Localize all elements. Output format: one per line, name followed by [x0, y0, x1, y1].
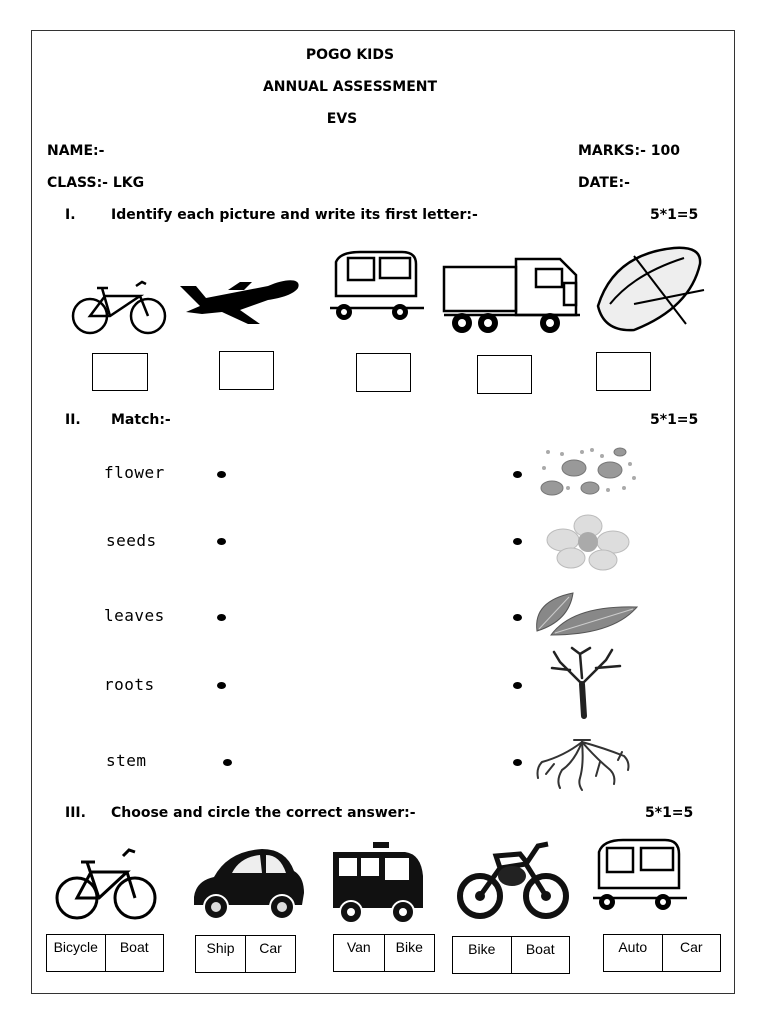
section-3-marks: 5*1=5: [645, 805, 694, 821]
choice-box-3: [333, 934, 435, 972]
section-3-number: III.: [65, 805, 86, 821]
answer-box-1[interactable]: [92, 353, 148, 391]
answer-box-4[interactable]: [477, 355, 532, 394]
seeds-icon: [538, 444, 640, 498]
truck-icon: [440, 253, 584, 335]
school-name: POGO KIDS: [305, 47, 395, 63]
motorbike-icon: [456, 836, 570, 924]
bicycle-icon: [55, 846, 157, 922]
subject-title: EVS: [326, 111, 358, 127]
section-1-number: I.: [65, 207, 76, 223]
van-icon: [331, 842, 427, 926]
match-word-flower: flower: [104, 463, 165, 482]
flower-icon: [545, 514, 631, 570]
section-2-marks: 5*1=5: [650, 412, 699, 428]
answer-box-3[interactable]: [356, 353, 411, 392]
option-bike[interactable]: Bike: [468, 941, 496, 957]
match-dot-right[interactable]: [513, 682, 522, 689]
section-2-instruction: Match:-: [111, 412, 171, 428]
section-3-instruction: Choose and circle the correct answer:-: [111, 805, 416, 821]
option-boat[interactable]: Boat: [511, 937, 570, 973]
option-van[interactable]: Van: [346, 939, 371, 955]
match-word-stem: stem: [106, 751, 147, 770]
marks-label: MARKS:- 100: [578, 143, 680, 159]
match-word-seeds: seeds: [106, 531, 157, 550]
match-dot-left[interactable]: [217, 614, 226, 621]
car-icon: [190, 847, 306, 923]
boat-icon: [594, 244, 706, 334]
choice-box-4: [452, 936, 570, 974]
match-dot-right[interactable]: [513, 614, 522, 621]
match-dot-right[interactable]: [513, 759, 522, 766]
match-dot-right[interactable]: [513, 471, 522, 478]
section-1-marks: 5*1=5: [650, 207, 699, 223]
match-dot-left[interactable]: [223, 759, 232, 766]
bicycle-icon: [70, 278, 170, 336]
option-boat[interactable]: Boat: [105, 935, 164, 971]
option-auto[interactable]: Auto: [618, 939, 648, 955]
choice-box-2: [195, 935, 296, 973]
auto-rickshaw-icon: [330, 248, 426, 324]
match-dot-left[interactable]: [217, 471, 226, 478]
option-car[interactable]: Car: [245, 936, 295, 972]
name-label: NAME:-: [47, 143, 105, 159]
match-word-roots: roots: [104, 675, 155, 694]
match-dot-left[interactable]: [217, 682, 226, 689]
auto-rickshaw-icon: [593, 836, 689, 914]
option-bicycle[interactable]: Bicycle: [53, 939, 98, 955]
choice-box-5: [603, 934, 721, 972]
section-2-number: II.: [65, 412, 81, 428]
class-label: CLASS:- LKG: [47, 175, 145, 191]
aeroplane-icon: [178, 272, 302, 324]
leaves-icon: [533, 591, 641, 637]
match-word-leaves: leaves: [104, 606, 165, 625]
date-label: DATE:-: [578, 175, 630, 191]
answer-box-2[interactable]: [219, 351, 274, 390]
tree-stem-icon: [540, 648, 628, 716]
section-1-instruction: Identify each picture and write its first letter:-: [111, 207, 478, 223]
answer-box-5[interactable]: [596, 352, 651, 391]
match-dot-left[interactable]: [217, 538, 226, 545]
option-bike[interactable]: Bike: [384, 935, 435, 971]
match-dot-right[interactable]: [513, 538, 522, 545]
option-car[interactable]: Car: [662, 935, 721, 971]
roots-icon: [534, 738, 632, 790]
exam-title: ANNUAL ASSESSMENT: [262, 79, 438, 95]
option-ship[interactable]: Ship: [206, 940, 235, 956]
choice-box-1: [46, 934, 164, 972]
